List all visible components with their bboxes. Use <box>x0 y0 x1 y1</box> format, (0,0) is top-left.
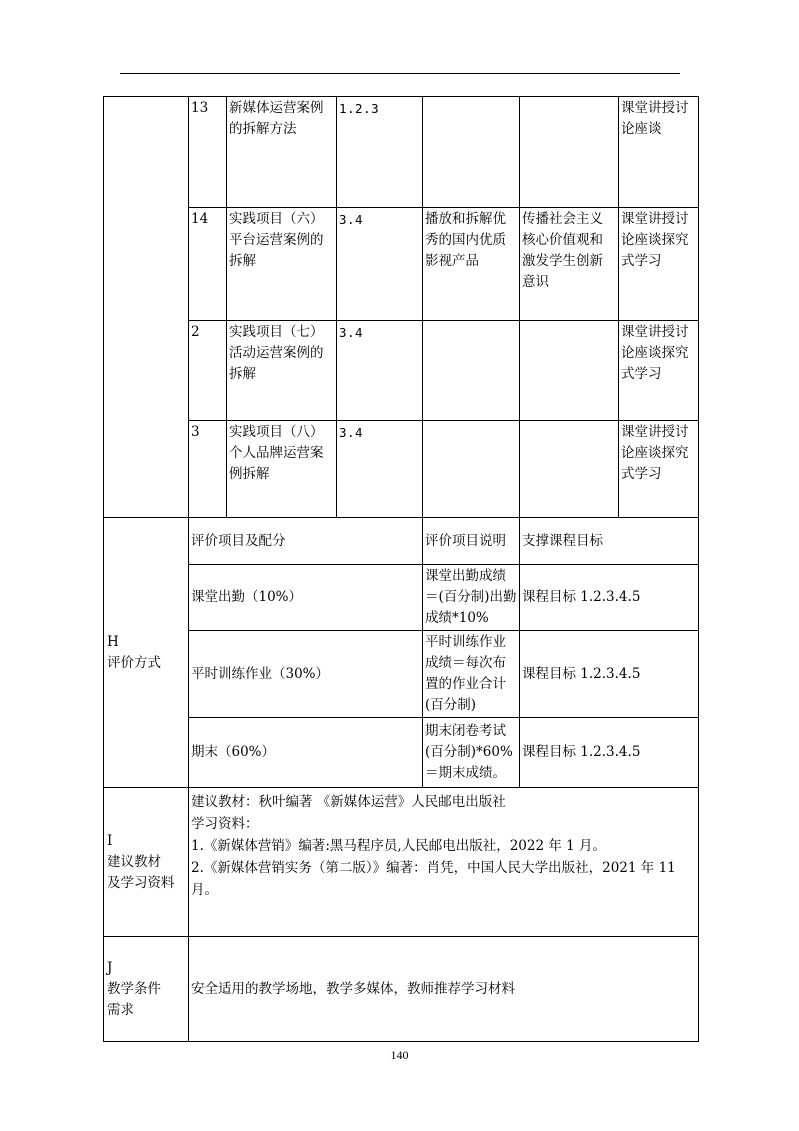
section-title: 需求 <box>107 1001 134 1018</box>
method-cell: 课堂讲授讨论座谈探究式学习 <box>619 321 699 421</box>
section-title: 及学习资料 <box>107 874 175 891</box>
section-letter: H <box>107 633 119 650</box>
section-title: 评价方式 <box>107 654 161 671</box>
method-cell: 课堂讲授讨论座谈探究式学习 <box>619 421 699 518</box>
reference-item: 1.《新媒体营销》编著:黑马程序员,人民邮电出版社，2022 年 1 月。 <box>191 838 607 854</box>
evaluation-row <box>104 718 699 788</box>
page-number: 140 <box>390 1048 409 1062</box>
content-cell <box>423 321 520 421</box>
materials-heading: 学习资料： <box>191 816 259 832</box>
eval-desc: 课堂出勤成绩＝(百分制)出勤成绩*10% <box>423 565 520 631</box>
eval-desc: 平时训练作业成绩＝每次布置的作业合计(百分制) <box>423 631 520 718</box>
conditions-section-label <box>104 937 189 1042</box>
section-title: 教学条件 <box>107 980 161 997</box>
goals-cell: 3.4 <box>337 321 423 421</box>
evaluation-section-label <box>104 518 189 788</box>
goals-cell: 3.4 <box>337 208 423 321</box>
topic-cell: 实践项目（六）平台运营案例的拆解 <box>227 208 337 321</box>
materials-row <box>104 788 699 937</box>
section-letter: J <box>107 959 113 976</box>
week-number: 2 <box>189 321 227 421</box>
eval-target: 课程目标 1.2.3.4.5 <box>520 631 699 718</box>
section-title: 建议教材 <box>107 853 161 870</box>
eval-desc: 期末闭卷考试(百分制)*60%＝期末成绩。 <box>423 718 520 788</box>
evaluation-row <box>104 631 699 718</box>
eval-header-target: 支撑课程目标 <box>520 518 699 565</box>
materials-content <box>189 788 699 937</box>
conditions-content: 安全适用的教学场地，教学多媒体，教师推荐学习材料 <box>189 937 699 1042</box>
eval-item: 平时训练作业（30%） <box>189 631 423 718</box>
content-cell <box>423 421 520 518</box>
week-number: 3 <box>189 421 227 518</box>
week-number: 14 <box>189 208 227 321</box>
week-number: 13 <box>189 97 227 208</box>
syllabus-table <box>103 96 699 1042</box>
eval-item: 期末（60%） <box>189 718 423 788</box>
ideology-cell <box>520 421 619 518</box>
eval-target: 课程目标 1.2.3.4.5 <box>520 718 699 788</box>
eval-item: 课堂出勤（10%） <box>189 565 423 631</box>
evaluation-row <box>104 565 699 631</box>
topic-cell: 新媒体运营案例的拆解方法 <box>227 97 337 208</box>
schedule-row <box>104 97 699 208</box>
goals-cell: 1.2.3 <box>337 97 423 208</box>
ideology-cell <box>520 321 619 421</box>
topic-cell: 实践项目（八）个人品牌运营案例拆解 <box>227 421 337 518</box>
goals-cell: 3.4 <box>337 421 423 518</box>
schedule-section-label <box>104 97 189 518</box>
eval-header-desc: 评价项目说明 <box>423 518 520 565</box>
schedule-row <box>104 208 699 321</box>
textbook-line: 建议教材：秋叶编著 《新媒体运营》人民邮电出版社 <box>191 794 506 810</box>
section-letter: I <box>107 832 113 849</box>
evaluation-header-row <box>104 518 699 565</box>
content-cell <box>423 97 520 208</box>
ideology-cell: 传播社会主义核心价值观和激发学生创新意识 <box>520 208 619 321</box>
eval-target: 课程目标 1.2.3.4.5 <box>520 565 699 631</box>
materials-section-label <box>104 788 189 937</box>
topic-cell: 实践项目（七）活动运营案例的拆解 <box>227 321 337 421</box>
eval-header-item: 评价项目及配分 <box>189 518 423 565</box>
header-rule <box>120 73 680 74</box>
content-cell: 播放和拆解优秀的国内优质影视产品 <box>423 208 520 321</box>
schedule-row <box>104 321 699 421</box>
method-cell: 课堂讲授讨论座谈探究式学习 <box>619 208 699 321</box>
schedule-row <box>104 421 699 518</box>
conditions-row <box>104 937 699 1042</box>
ideology-cell <box>520 97 619 208</box>
reference-item: 2.《新媒体营销实务（第二版）》编著：肖凭，中国人民大学出版社，2021 年 11 月。 <box>191 860 676 898</box>
method-cell: 课堂讲授讨论座谈 <box>619 97 699 208</box>
